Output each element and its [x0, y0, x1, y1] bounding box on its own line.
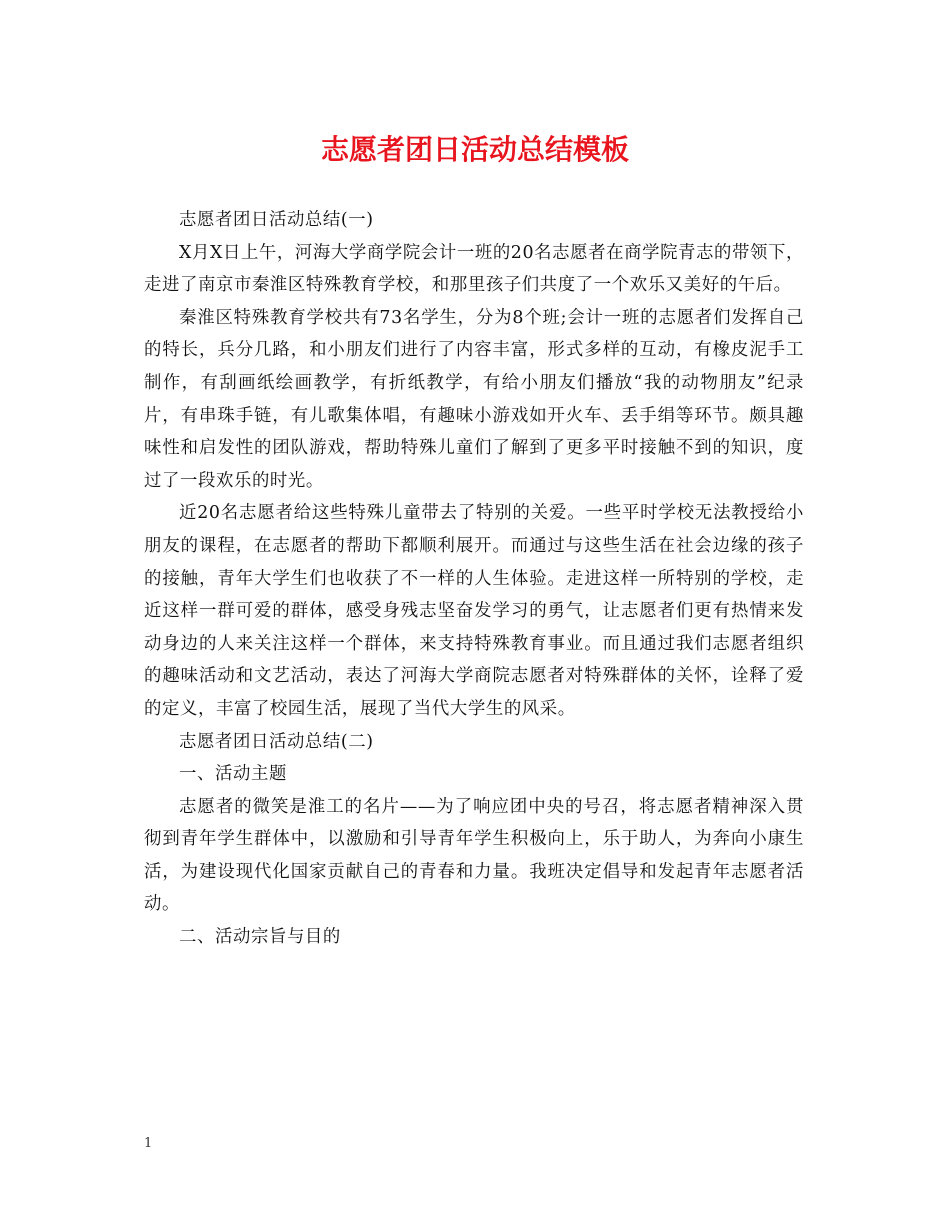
subheading-activity-purpose: 二、活动宗旨与目的: [179, 927, 341, 948]
paragraph-volunteer-care: 近20名志愿者给这些特殊儿童带去了特别的关爱。一些平时学校无法教授给小朋友的课程，在志愿者的帮助下都顺利展开。而通过与这些生活在社会边缘的孩子的接触，青年大学生们也收获了不一样的人生体验。走进这样一所特别的学校，走近这样一群可爱的群体，感受身残志坚奋发学习的勇气，让志愿者们更有热情来发动身边的人来关注这样一个群体，来支持特殊教育事业。而且通过我们志愿者组织的趣味活动和文艺活动，表达了河海大学商院志愿者对特殊群体的关怀，诠释了爱的定义，丰富了校园生活，展现了当代大学生的风采。: [144, 503, 804, 719]
section-heading-summary-two: 志愿者团日活动总结(二): [179, 731, 374, 752]
paragraph-activity-intro: X月X日上午，河海大学商学院会计一班的20名志愿者在商学院青志的带领下，走进了南京市秦淮区特殊教育学校，和那里孩子们共度了一个欢乐又美好的午后。: [144, 242, 804, 296]
document-body: [144, 204, 804, 954]
paragraph-school-activities: 秦淮区特殊教育学校共有73名学生，分为8个班;会计一班的志愿者们发挥自己的特长，兵分几路，和小朋友们进行了内容丰富，形式多样的互动，有橡皮泥手工制作，有刮画纸绘画教学，有折纸教学，有给小朋友们播放“我的动物朋友”纪录片，有串珠手链，有儿歌集体唱，有趣味小游戏如开火车、丢手绢等环节。颇具趣味性和启发性的团队游戏，帮助特殊儿童们了解到了更多平时接触不到的知识，度过了一段欢乐的时光。: [144, 307, 804, 491]
section-heading-summary-one: 志愿者团日活动总结(一): [179, 210, 374, 230]
paragraph-activity-theme: 志愿者的微笑是淮工的名片——为了响应团中央的号召，将志愿者精神深入贯彻到青年学生群体中，以激励和引导青年学生积极向上，乐于助人，为奔向小康生活，为建设现代化国家贡献自己的青春和力量。我班决定倡导和发起青年志愿者活动。: [144, 796, 804, 915]
page-number: 1: [144, 1136, 153, 1151]
document-title: 志愿者团日活动总结模板: [320, 133, 629, 166]
subheading-activity-theme: 一、活动主题: [179, 764, 287, 785]
